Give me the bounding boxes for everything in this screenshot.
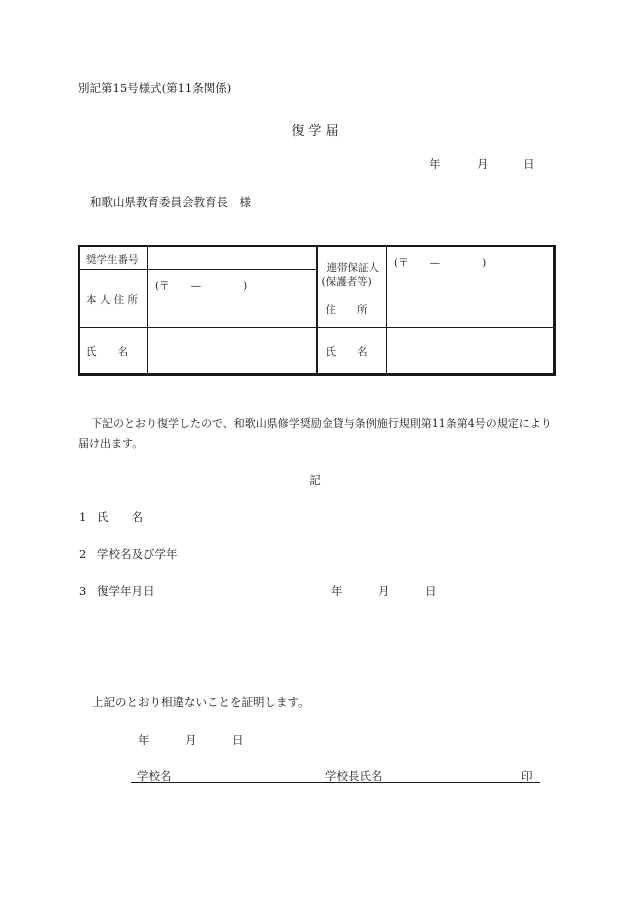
item-number: 2	[79, 547, 87, 561]
address-field[interactable]	[148, 270, 317, 328]
return-date-year: 年	[331, 584, 343, 598]
address-label: 本 人 住 所	[86, 294, 139, 306]
scholar-number-field[interactable]	[148, 247, 317, 270]
list-item	[79, 509, 143, 525]
item-label: 学校名及び学年	[97, 547, 178, 561]
item-label: 氏 名	[97, 510, 143, 524]
info-table	[79, 246, 554, 374]
cert-date-day: 日	[232, 733, 244, 747]
seal-label: 印	[521, 769, 533, 783]
page-title: 復 学 届	[291, 124, 339, 139]
body-text: 下記のとおり復学したので、和歌山県修学奨励金貸与条例施行規則第11条第4号の規定により届け出ます。	[78, 417, 552, 450]
postal-code: (〒 — )	[155, 280, 248, 292]
name-label-cell	[80, 328, 148, 374]
addressee: 和歌山県教育委員会教育長 様	[90, 195, 251, 209]
cert-date-month: 月	[185, 733, 197, 747]
guarantor-address-field[interactable]	[387, 247, 554, 328]
scholar-number-label: 奨学生番号	[86, 254, 139, 266]
signature-line	[131, 782, 540, 783]
form-id: 別記第15号様式(第11条関係)	[78, 81, 232, 95]
item-number: 3	[79, 584, 87, 598]
guarantor-sub-label: (保護者等)	[321, 276, 372, 288]
address-label-cell	[80, 270, 148, 328]
item-number: 1	[79, 510, 87, 524]
guarantor-address-label: 住 所	[325, 304, 368, 316]
name-label: 氏 名	[86, 346, 128, 358]
item-label: 復学年月日	[97, 584, 155, 598]
date-day-label: 日	[523, 157, 535, 171]
list-item	[79, 583, 155, 599]
date-month-label: 月	[477, 157, 489, 171]
guarantor-label: 連帯保証人	[326, 262, 379, 274]
principal-name-label: 学校長氏名	[325, 769, 383, 783]
date-year-label: 年	[429, 157, 441, 171]
guarantor-name-field[interactable]	[387, 328, 554, 374]
name-field[interactable]	[148, 328, 317, 374]
cert-date-year: 年	[138, 733, 150, 747]
school-name-label: 学校名	[137, 769, 172, 783]
guarantor-postal-code: (〒 — )	[394, 257, 487, 269]
guarantor-label-cell	[317, 247, 387, 328]
guarantor-name-label: 氏 名	[325, 346, 368, 358]
ki-heading: 記	[309, 473, 321, 487]
return-date-day: 日	[425, 584, 437, 598]
certification-text: 上記のとおり相違ないことを証明します。	[92, 695, 310, 709]
guarantor-name-label-cell	[317, 328, 387, 374]
scholar-number-label-cell	[80, 247, 148, 270]
list-item	[79, 546, 178, 562]
return-date-month: 月	[378, 584, 390, 598]
